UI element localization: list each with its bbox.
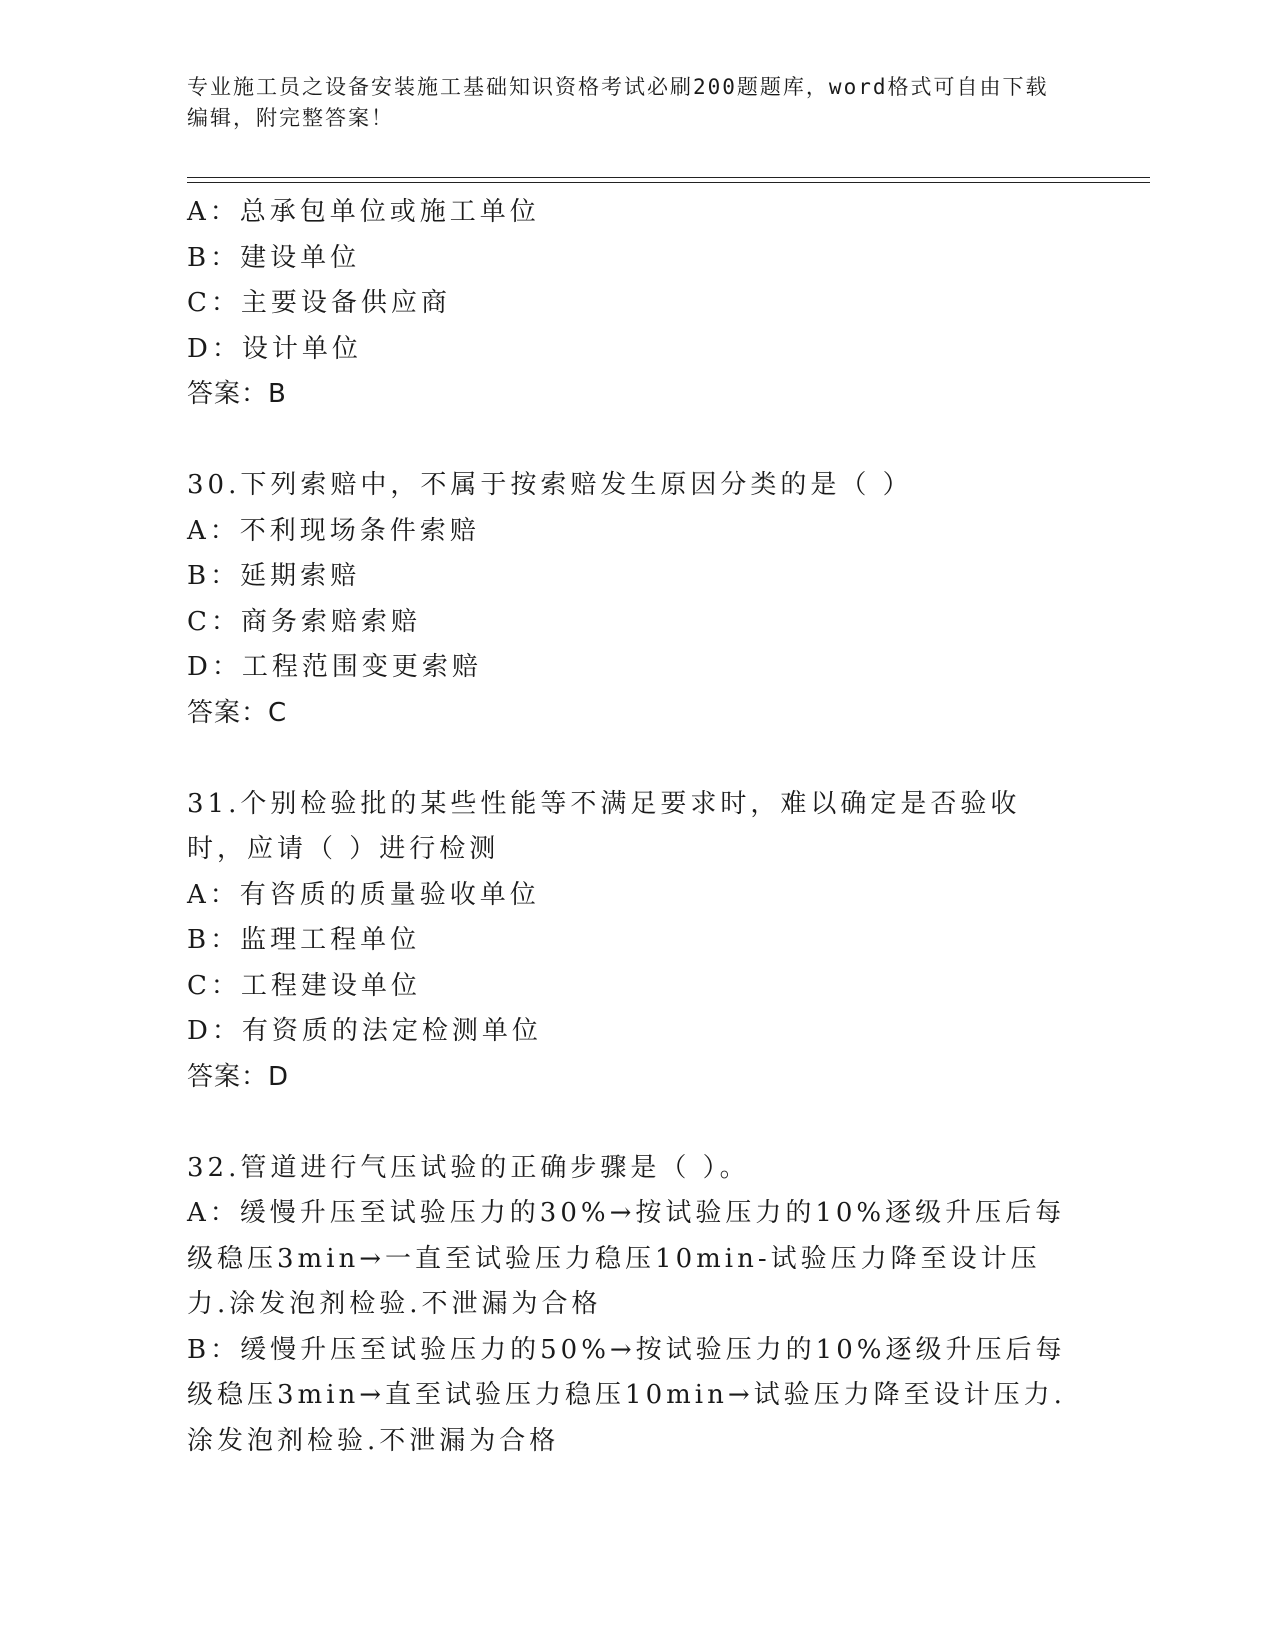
option-d: D：有资质的法定检测单位 [187, 1016, 542, 1046]
option-a: A：不利现场条件索赔 [187, 515, 480, 546]
answer: 答案：B [187, 379, 287, 409]
document-header: 专业施工员之设备安装施工基础知识资格考试必刷200题题库，word格式可自由下载编辑，附完整答案！ [187, 75, 1049, 130]
question-stem: 32.管道进行气压试验的正确步骤是（ ）。 [187, 1152, 750, 1183]
question-30 [187, 463, 1067, 736]
option-b: B：缓慢升压至试验压力的50%→按试验压力的10%逐级升压后每级稳压3min→直至试验压力稳压10min→试验压力降至设计压力.涂发泡剂检验.不泄漏为合格 [187, 1334, 1066, 1456]
option-a: A：缓慢升压至试验压力的30%→按试验压力的10%逐级升压后每级稳压3min→一直至试验压力稳压10min-试验压力降至设计压力.涂发泡剂检验.不泄漏为合格 [187, 1198, 1066, 1319]
option-d: D：设计单位 [187, 333, 362, 364]
option-a: A：有咨质的质量验收单位 [187, 879, 540, 910]
spacer [187, 418, 1067, 464]
question-stem: 30.下列索赔中，不属于按索赔发生原因分类的是（ ） [187, 470, 913, 500]
question-32 [187, 1146, 1067, 1465]
question-stem: 31.个别检验批的某些性能等不满足要求时，难以确定是否验收时，应请（ ）进行检测 [187, 788, 1021, 864]
answer: 答案：C [187, 697, 288, 728]
answer: 答案：D [187, 1061, 290, 1092]
spacer [187, 736, 1067, 782]
question-29 [187, 190, 1067, 418]
question-content [187, 190, 1067, 1464]
option-c: C：商务索赔索赔 [187, 606, 421, 637]
spacer [187, 1100, 1067, 1146]
header-divider-top [187, 177, 1150, 178]
option-c: C：主要设备供应商 [187, 288, 451, 318]
option-b: B：延期索赔 [187, 561, 361, 591]
option-a: A：总承包单位或施工单位 [187, 197, 540, 227]
option-d: D：工程范围变更索赔 [187, 652, 482, 682]
question-31 [187, 782, 1067, 1101]
option-c: C：工程建设单位 [187, 970, 421, 1001]
header-divider-bottom [187, 182, 1150, 183]
option-b: B：建设单位 [187, 242, 361, 273]
option-b: B：监理工程单位 [187, 925, 421, 955]
